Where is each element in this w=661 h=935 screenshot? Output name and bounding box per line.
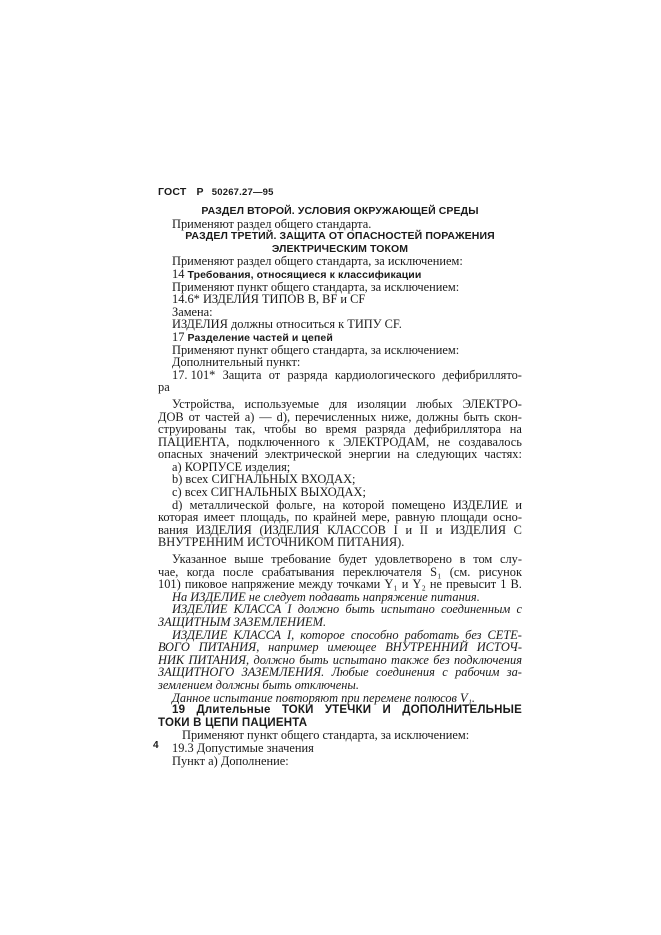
word: переключателя <box>342 564 422 579</box>
word: Устройства, <box>172 396 235 411</box>
paragraph-line: ВНУТРЕННИМ ИСТОЧНИКОМ ПИТАНИЯ). <box>158 535 405 550</box>
word: ИЗДЕЛИЕ <box>452 497 509 512</box>
word: ЭЛЕКТРО- <box>462 396 522 411</box>
clause-17-heading <box>158 331 522 344</box>
word: разряда <box>287 367 328 382</box>
list-item-a: а) КОРПУСЕ изделия; <box>172 459 291 474</box>
replacement-label: Замена: <box>172 304 213 319</box>
paragraph-devices <box>158 398 522 461</box>
word: должно <box>253 652 295 667</box>
word: дефибриллято- <box>442 367 522 382</box>
header-p: Р <box>196 186 204 198</box>
word: СЕТЕ- <box>487 627 522 642</box>
word: равную <box>395 510 435 525</box>
word: Y₂ <box>412 577 426 592</box>
list-item-c: с) всех СИГНАЛЬНЫХ ВЫХОДАХ; <box>172 485 366 500</box>
paragraph-line: землением должны быть отключены. <box>158 677 359 692</box>
word: быть <box>299 652 329 667</box>
word: НИК <box>158 652 185 667</box>
paragraph-line <box>158 423 522 436</box>
word: точками <box>337 577 381 592</box>
word: перечисленных <box>294 409 377 424</box>
document-body <box>158 205 522 767</box>
word: I <box>287 602 292 617</box>
paragraph-line <box>158 553 522 566</box>
word: без <box>465 627 482 642</box>
clause-17-101-line1 <box>158 369 522 382</box>
word: ИСТОЧ- <box>476 640 522 655</box>
paragraph-line <box>158 448 522 461</box>
word: 1 <box>500 577 507 592</box>
word: ВНУТРЕННИЙ <box>385 640 468 655</box>
word: ИЗДЕЛИЕ <box>172 602 228 617</box>
word: энергии <box>348 447 391 462</box>
word: ИЗДЕЛИЯ <box>450 522 506 537</box>
section2-body: Применяют раздел общего стандарта. <box>172 216 372 231</box>
clause-19-heading-line2: ТОКИ В ЦЕПИ ПАЦИЕНТА <box>158 716 308 729</box>
word: быть <box>345 602 375 617</box>
word: площади <box>440 510 488 525</box>
word: по <box>294 510 308 525</box>
word: чтобы <box>263 422 297 437</box>
word: и <box>435 522 443 537</box>
word: которой <box>342 497 385 512</box>
word: опасных <box>158 447 203 462</box>
word: кардиологического <box>334 367 436 382</box>
word: превысит <box>446 577 497 592</box>
paragraph-line: ЗАЩИТНЫМ ЗАЗЕМЛЕНИЕМ. <box>158 615 327 629</box>
word: том <box>473 552 493 567</box>
word: частях: <box>484 447 522 462</box>
word: должны <box>416 409 459 424</box>
word: время <box>325 422 357 437</box>
word: разряда <box>365 422 406 437</box>
word: должно <box>297 602 340 617</box>
word: выше <box>234 552 264 567</box>
word: частей <box>205 409 240 424</box>
word: 101) <box>158 577 181 592</box>
word: напряжение <box>231 577 295 592</box>
word: струированы <box>158 422 227 437</box>
word: соединения <box>376 665 435 680</box>
word: пиковое <box>184 577 228 592</box>
section3-title-line1: РАЗДЕЛ ТРЕТИЙ. ЗАЩИТА ОТ ОПАСНОСТЕЙ ПОРАЖЕНИЯ <box>185 230 495 243</box>
list-item-d <box>158 499 522 549</box>
word: КЛАССА <box>233 627 281 642</box>
word: осно- <box>492 510 522 525</box>
word: КЛАССА <box>233 602 282 617</box>
clause-17-title: Разделение частей и цепей <box>187 331 333 344</box>
word: к <box>328 434 335 449</box>
word: ПИТАНИЯ, <box>188 652 250 667</box>
word: 17. 101* <box>172 367 216 382</box>
section2-title: РАЗДЕЛ ВТОРОЙ. УСЛОВИЯ ОКРУЖАЮЩЕЙ СРЕДЫ <box>201 205 479 217</box>
page-header <box>158 186 274 198</box>
section3-title-line2: ЭЛЕКТРИЧЕСКИМ ТОКОМ <box>271 242 409 255</box>
paragraph-line <box>158 511 522 524</box>
word: помещено <box>391 497 446 512</box>
word: ВОГО <box>158 640 190 655</box>
word: И <box>382 704 391 717</box>
word: испытано <box>332 652 387 667</box>
word: имеет <box>203 510 235 525</box>
word: чае, <box>158 564 179 579</box>
word: ДОПОЛНИТЕЛЬНЫЕ <box>402 704 522 717</box>
word: способно <box>350 627 399 642</box>
clause-19-body: Применяют пункт общего стандарта, за исключением: <box>182 728 470 743</box>
word: не <box>429 577 443 592</box>
clause-17-101-line2: ра <box>158 380 170 395</box>
word: имеющее <box>327 640 377 655</box>
word: без <box>433 652 450 667</box>
word: удовлетворено <box>374 552 452 567</box>
word: следующих <box>416 447 478 462</box>
word: рисунок <box>478 564 522 579</box>
word: ЗАЩИТНОГО <box>158 665 235 680</box>
word: например <box>268 640 319 655</box>
header-number: 50267.27—95 <box>211 187 274 198</box>
word: любых <box>416 396 453 411</box>
word: с <box>442 665 448 680</box>
word: Указанное <box>172 552 227 567</box>
word: ДОВ <box>158 409 184 424</box>
word: после <box>223 564 254 579</box>
word: фольге, <box>276 497 316 512</box>
word: используемые <box>244 396 320 411</box>
word: ИЗДЕЛИЯ <box>195 522 252 537</box>
word: Длительные <box>196 704 271 717</box>
word: когда <box>186 564 215 579</box>
clause-19-3-body: Пункт а) Дополнение: <box>172 753 289 768</box>
word: II <box>419 522 429 537</box>
word: ПИТАНИЯ, <box>198 640 260 655</box>
word: не <box>437 434 450 449</box>
word: дефибриллятора <box>414 422 502 437</box>
word: I, <box>287 627 295 642</box>
word: также <box>390 652 429 667</box>
word: скон- <box>494 409 522 424</box>
word: подключенного <box>237 434 320 449</box>
word: ИЗДЕЛИЕ <box>172 627 228 642</box>
word: Y₁ <box>384 577 398 592</box>
word: (см. <box>449 564 471 579</box>
word: а) <box>244 409 255 424</box>
word: для <box>328 396 348 411</box>
word: срабатывания <box>261 564 335 579</box>
list-item-b: b) всех СИГНАЛЬНЫХ ВХОДАХ; <box>172 472 356 487</box>
italic-note-4: Данное испытание повторяют при перемене полюсов V₁. <box>172 690 475 705</box>
word: 19 <box>172 704 186 717</box>
word: В. <box>510 577 522 592</box>
word: (ИЗДЕЛИЯ <box>259 522 320 537</box>
word: ЭЛЕКТРОДАМ, <box>343 434 430 449</box>
word: I <box>393 522 398 537</box>
word: ЗАЗЕМЛЕНИЯ. <box>241 665 325 680</box>
word: создавалось <box>458 434 522 449</box>
word: на <box>397 447 410 462</box>
word: от <box>188 409 201 424</box>
clause-19-heading-line1 <box>158 704 522 717</box>
clause-14-body: Применяют пункт общего стандарта, за исключением: <box>172 279 460 294</box>
word: и <box>405 522 413 537</box>
word: с <box>516 602 522 617</box>
word: на <box>509 422 522 437</box>
italic-note-2 <box>158 603 522 628</box>
word: — <box>259 409 272 424</box>
clause-19-3: 19.3 Допустимые значения <box>172 740 314 755</box>
word: ниже, <box>381 409 412 424</box>
word: КЛАССОВ <box>327 522 386 537</box>
word: подключения <box>453 652 522 667</box>
word: вания <box>158 522 189 537</box>
clause-14-heading <box>158 268 522 281</box>
word: УТЕЧКИ <box>324 704 372 717</box>
word: будет <box>338 552 368 567</box>
paragraph-requirement <box>158 553 522 591</box>
word: во <box>304 422 317 437</box>
page-number: 4 <box>153 740 159 751</box>
word: которая <box>158 510 199 525</box>
word: Защита <box>222 367 262 382</box>
word: мере, <box>361 510 390 525</box>
word: изоляции <box>357 396 407 411</box>
word: электрической <box>264 447 342 462</box>
clause-14-number: 14 <box>172 266 185 281</box>
italic-note-1: На ИЗДЕЛИЕ не следует подавать напряжение питания. <box>172 589 480 604</box>
paragraph-line <box>158 398 522 411</box>
word: соединенным <box>441 602 511 617</box>
word: в <box>459 552 466 567</box>
word: С <box>513 522 522 537</box>
word: работать <box>404 627 460 642</box>
word: и <box>515 497 522 512</box>
word: d) <box>172 497 183 512</box>
word: d), <box>276 409 291 424</box>
replacement-text: ИЗДЕЛИЯ должны относиться к ТИПУ CF. <box>172 317 402 332</box>
clause-17-number: 17 <box>172 329 185 344</box>
word: рабочим <box>455 665 500 680</box>
word: ТОКИ <box>281 704 314 717</box>
section3-body: Применяют раздел общего стандарта, за исключением: <box>172 254 463 269</box>
word: крайней <box>313 510 357 525</box>
word: требование <box>271 552 331 567</box>
clause-17-body: Применяют пункт общего стандарта, за исключением: <box>172 342 460 357</box>
word: так, <box>235 422 256 437</box>
italic-note-3 <box>158 629 522 692</box>
word: площадь, <box>240 510 290 525</box>
word: и <box>401 577 409 592</box>
word: от <box>268 367 281 382</box>
paragraph-line <box>158 641 522 654</box>
word: за- <box>506 665 522 680</box>
word: быть <box>463 409 490 424</box>
header-gost: ГОСТ <box>158 186 187 198</box>
word: испытано <box>380 602 435 617</box>
word: S₁ <box>430 564 442 579</box>
word: на <box>323 497 336 512</box>
word: металлической <box>189 497 269 512</box>
word: между <box>298 577 334 592</box>
word: ПАЦИЕНТА, <box>158 434 230 449</box>
additional-clause-label: Дополнительный пункт: <box>172 355 301 370</box>
word: значений <box>209 447 258 462</box>
word: которое <box>300 627 345 642</box>
clause-14-title: Требования, относящиеся к классификации <box>187 268 422 281</box>
word: слу- <box>499 552 522 567</box>
word: Любые <box>331 665 369 680</box>
paragraph-line <box>158 578 522 591</box>
clause-14-6: 14.6* ИЗДЕЛИЯ ТИПОВ B, BF и CF <box>172 292 366 307</box>
